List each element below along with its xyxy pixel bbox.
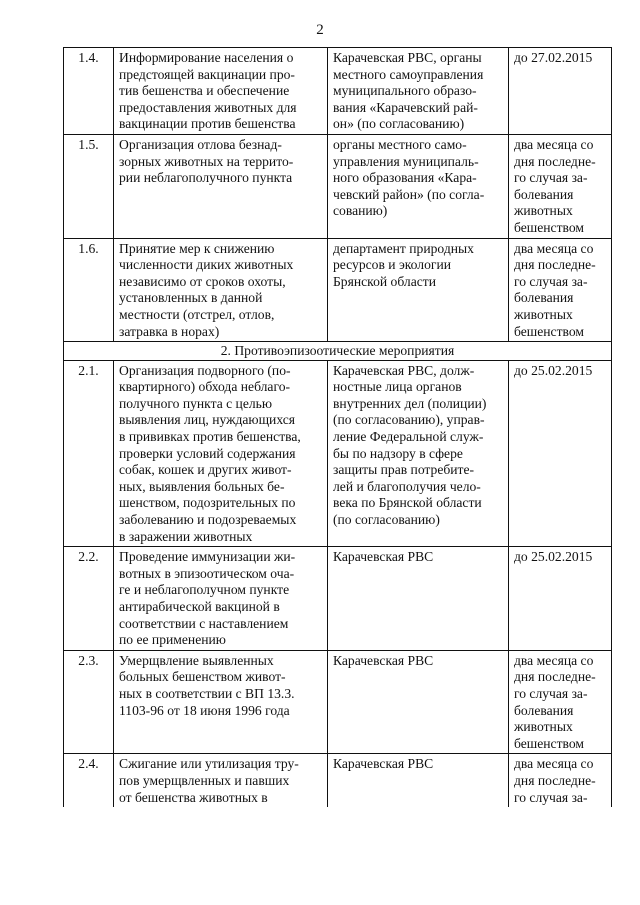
measure-text: Организация отлова безнад- зорных животных на террито- рии неблагополучного пункта	[114, 134, 328, 238]
row-number: 1.5.	[64, 134, 114, 238]
row-number: 2.2.	[64, 547, 114, 651]
table-row	[64, 360, 612, 547]
deadline-text: два месяца со дня последне- го случая за- болевания животных бешенством	[509, 238, 612, 342]
responsible-text: Карачевская РВС	[328, 754, 509, 807]
measure-text: Принятие мер к снижению численности диких животных независимо от сроков охоты, установленных в данной местности (отстрел, отлов, затравка в норах)	[114, 238, 328, 342]
table-row	[64, 547, 612, 651]
table-row	[64, 754, 612, 807]
deadline-text: до 25.02.2015	[509, 360, 612, 547]
deadline-text: два месяца со дня последне- го случая за- болевания животных бешенством	[509, 650, 612, 754]
measure-text: Сжигание или утилизация тру- пов умерщвленных и павших от бешенства животных в	[114, 754, 328, 807]
section-heading-row	[64, 342, 612, 361]
measure-text: Умерщвление выявленных больных бешенством живот- ных в соответствии с ВП 13.3. 1103-96 от 18 июня 1996 года	[114, 650, 328, 754]
responsible-text: Карачевская РВС, органы местного самоуправления муниципального образо- вания «Карачевский рай- он» (по согласованию)	[328, 48, 509, 135]
measure-text: Проведение иммунизации жи- вотных в эпизоотическом оча- ге и неблагополучном пункте антирабической вакциной в соответствии с наставлением по ее применению	[114, 547, 328, 651]
row-number: 1.6.	[64, 238, 114, 342]
responsible-text: Карачевская РВС, долж- ностные лица органов внутренних дел (полиции) (по согласованию), управ- ление Федеральной служ- бы по надзору в сфере защиты прав потребите- лей и благополучия чело- века по Брянской области (по согласованию)	[328, 360, 509, 547]
responsible-text: органы местного само- управления муниципаль- ного образования «Кара- чевский район» (по согла- сованию)	[328, 134, 509, 238]
deadline-text: до 25.02.2015	[509, 547, 612, 651]
responsible-text: Карачевская РВС	[328, 650, 509, 754]
responsible-text: Карачевская РВС	[328, 547, 509, 651]
table-row	[64, 134, 612, 238]
measure-text: Информирование населения о предстоящей вакцинации про- тив бешенства и обеспечение предоставления животных для вакцинации против бешенства	[114, 48, 328, 135]
table-row	[64, 650, 612, 754]
deadline-text: два месяца со дня последне- го случая за-	[509, 754, 612, 807]
measure-text: Организация подворного (по- квартирного) обхода неблаго- получного пункта с целью выявления лиц, нуждающихся в прививках против бешенства, проверки условий содержания собак, кошек и других живот- ных, выявления больных бе- шенством, подозрительных по заболеванию и подозреваемых в заражении животных	[114, 360, 328, 547]
table-row	[64, 48, 612, 135]
row-number: 1.4.	[64, 48, 114, 135]
responsible-text: департамент природных ресурсов и экологии Брянской области	[328, 238, 509, 342]
measures-table	[63, 47, 612, 807]
deadline-text: до 27.02.2015	[509, 48, 612, 135]
deadline-text: два месяца со дня последне- го случая за- болевания животных бешенством	[509, 134, 612, 238]
row-number: 2.4.	[64, 754, 114, 807]
row-number: 2.1.	[64, 360, 114, 547]
table-row	[64, 238, 612, 342]
row-number: 2.3.	[64, 650, 114, 754]
page-number: 2	[316, 22, 324, 38]
section-title: 2. Противоэпизоотические мероприятия	[64, 342, 612, 361]
